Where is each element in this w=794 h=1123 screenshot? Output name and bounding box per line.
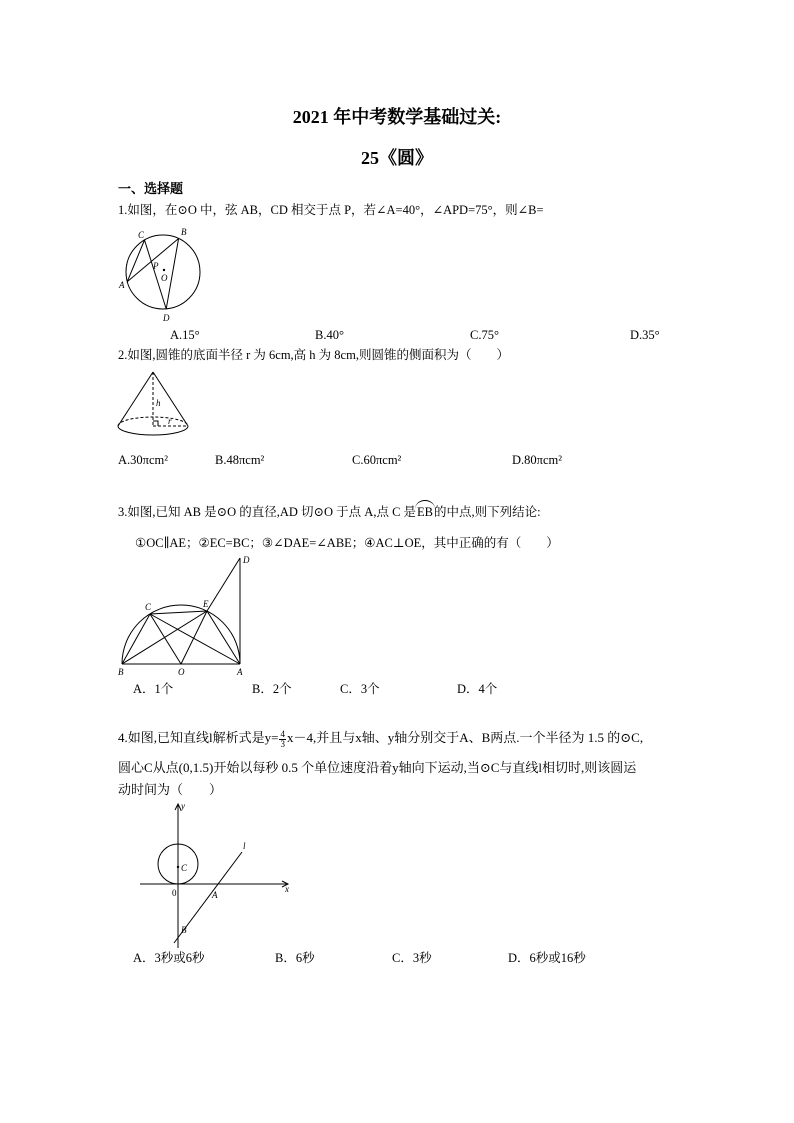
arc-eb: EB [417,505,434,519]
label-o: O [178,667,185,677]
option-b: B．2个 [252,682,292,696]
stem-part-1: 4.如图,已知直线l解析式是y= [118,730,279,745]
label-o: O [161,273,168,283]
question-4-stem-line-3: 动时间为（ ） [118,782,223,797]
label-origin: 0 [172,888,177,898]
option-a: A.30πcm² [118,453,168,467]
label-b: B [118,667,124,677]
page-title: 2021 年中考数学基础过关: [292,107,502,127]
center-dot [177,866,179,868]
option-d: D．4个 [457,682,498,696]
label-b: B [181,227,187,237]
option-c: C．3秒 [392,951,432,965]
label-d: D [163,313,170,323]
option-b: B.40° [315,328,344,342]
question-1-figure [113,223,208,325]
label-e: E [203,599,209,609]
label-c: C [138,230,145,240]
segment-bc [122,614,150,664]
option-a: A．1个 [133,682,174,696]
base-front-arc [118,426,188,435]
label-h: h [156,398,161,408]
center-dot [163,269,165,271]
option-d: D．6秒或16秒 [508,951,586,965]
question-2-figure [115,368,195,440]
segment-bd [166,239,178,309]
question-3-conclusions: ①OC∥AE；②EC=BC；③∠DAE=∠ABE；④AC⊥OE，其中正确的有（ ） [135,536,559,550]
option-c: C.75° [470,328,499,342]
label-p: P [153,261,159,271]
semicircle [122,605,240,664]
option-d: D.35° [630,328,660,342]
right-angle-mark [153,421,158,426]
option-a: A.15° [170,328,200,342]
fraction-numerator: 4 [280,728,285,739]
segment-ce [150,611,207,614]
option-c: C．3个 [340,682,380,696]
label-r: r [168,416,172,426]
label-y: y [181,801,185,811]
label-a: A [119,280,125,290]
page-subtitle: 25《圆》 [361,148,433,168]
label-b: B [181,925,187,935]
stem-before-arc: 3.如图,已知 AB 是⊙O 的直径,AD 切⊙O 于点 A,点 C 是 [118,505,417,519]
question-3-stem [118,504,541,520]
question-4-figure [130,800,295,950]
segment-ca [150,614,240,664]
fraction [279,730,286,749]
option-d: D.80πcm² [512,453,562,467]
option-a: A．3秒或6秒 [133,951,205,965]
fraction-denominator: 3 [280,738,285,749]
segment-ed [207,558,240,611]
label-x: x [285,884,289,894]
option-b: B.48πcm² [215,453,265,467]
question-4-stem-line-2: 圆心C从点(0,1.5)开始以每秒 0.5 个单位速度沿着y轴向下运动,当⊙C与直线l相切时,则该圆运 [118,760,637,775]
segment-co [150,614,181,664]
stem-after-arc: 的中点,则下列结论: [434,505,541,519]
question-1-stem: 1.如图，在⊙O 中，弦 AB，CD 相交于点 P，若∠A=40°，∠APD=75°，则∠B= [118,203,544,217]
label-d: D [243,555,250,565]
label-c: C [181,863,188,873]
stem-part-2: x－4,并且与x轴、y轴分别交于A、B两点.一个半径为 1.5 的⊙C, [286,730,644,745]
label-c: C [145,602,152,612]
option-b: B．6秒 [275,951,315,965]
question-3-figure [115,553,255,678]
section-heading: 一、选择题 [118,181,184,196]
question-2-stem: 2.如图,圆锥的底面半径 r 为 6cm,高 h 为 8cm,则圆锥的侧面积为（ ） [118,348,509,362]
label-a: A [237,667,243,677]
segment-ea [207,611,240,664]
label-a: A [212,890,218,900]
option-c: C.60πcm² [352,453,402,467]
question-4-stem-line-1 [118,729,643,749]
label-l: l [243,841,246,851]
